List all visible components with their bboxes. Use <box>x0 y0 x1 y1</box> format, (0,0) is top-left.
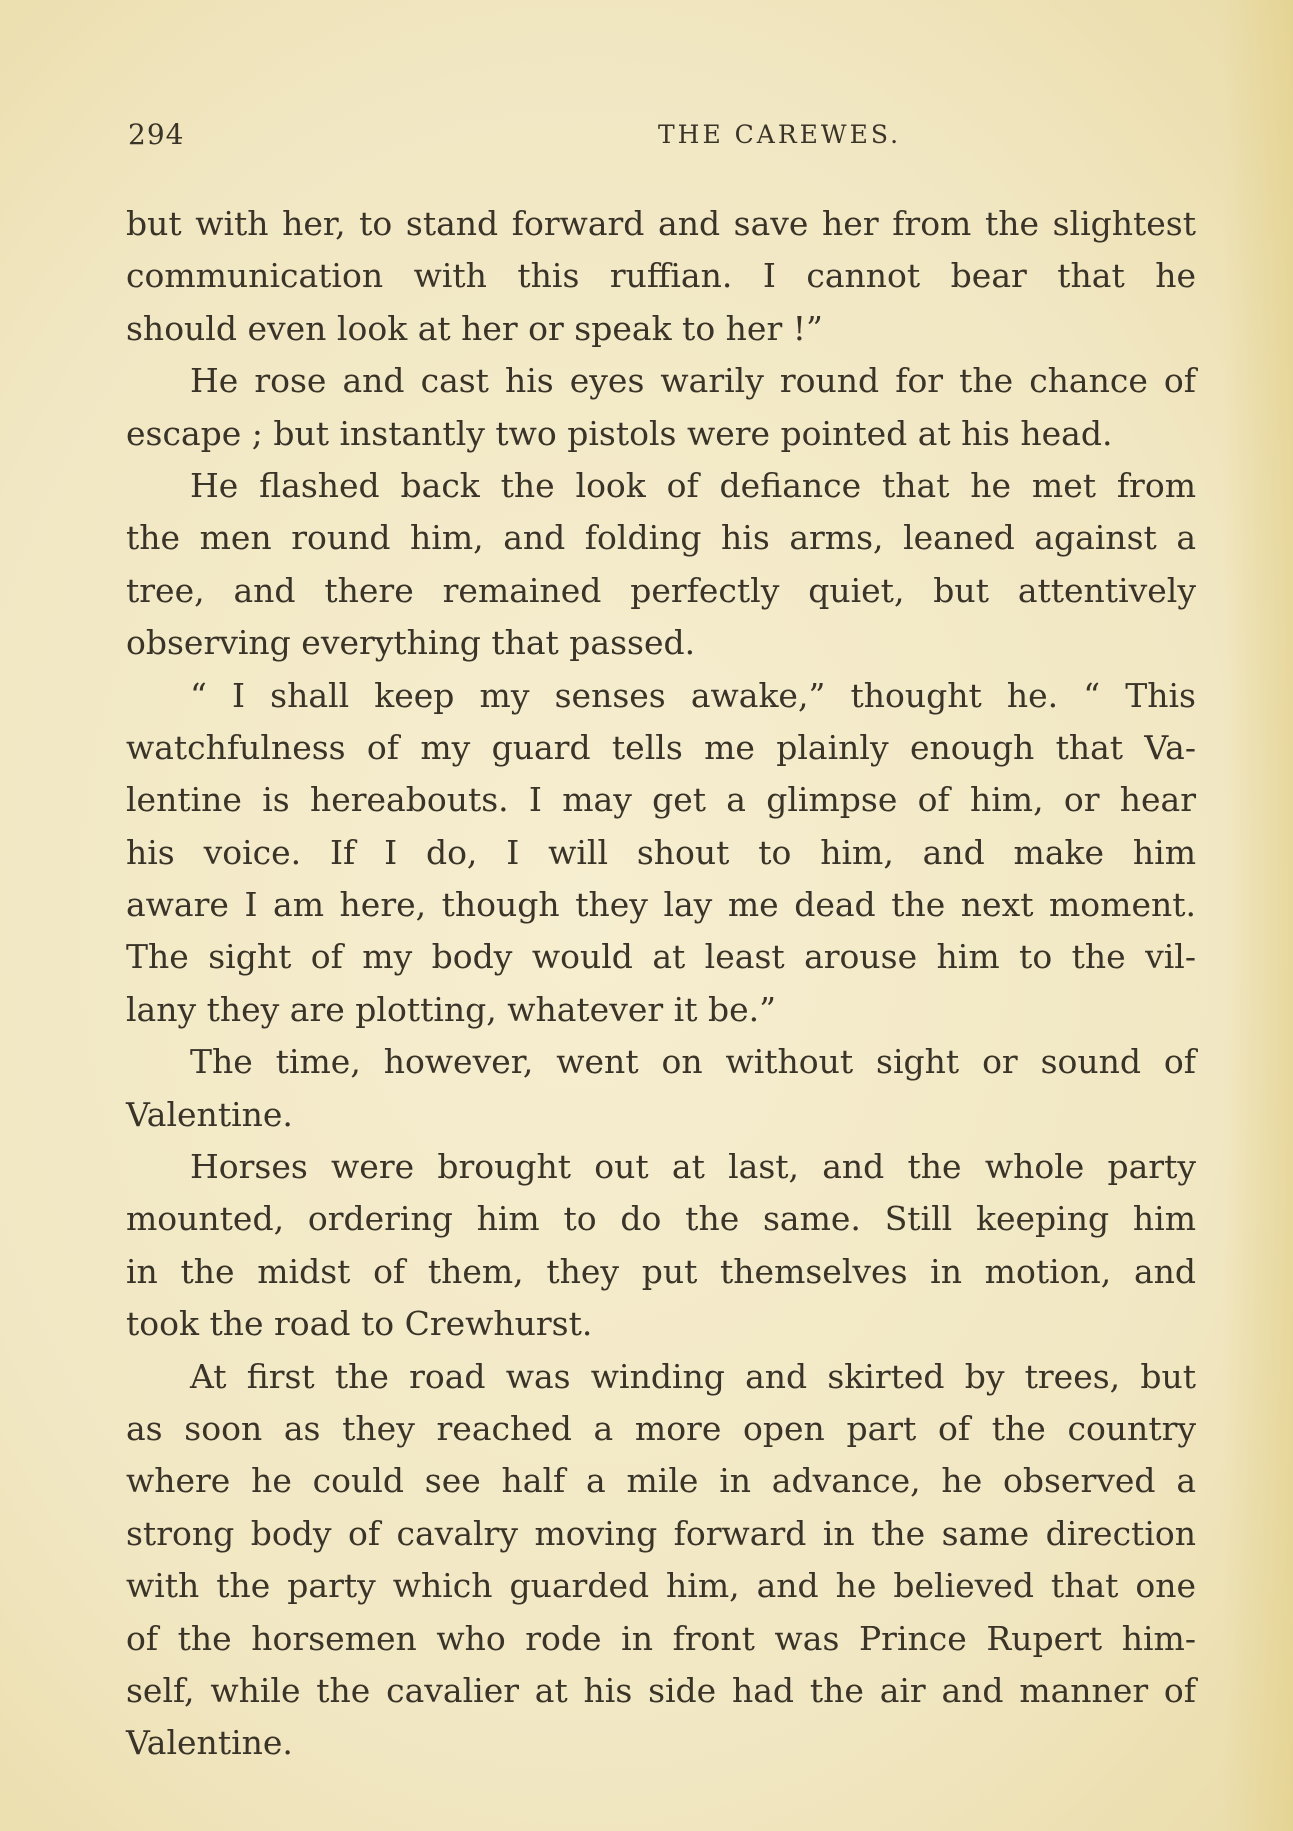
text-line: mounted, ordering him to do the same. Still keeping him <box>126 1199 1196 1239</box>
body-text <box>126 198 1196 1770</box>
text-line: The sight of my body would at least arouse him to the vil- <box>126 937 1196 977</box>
text-line: self, while the cavalier at his side had the air and manner of <box>126 1670 1196 1710</box>
text-line: his voice. If I do, I will shout to him, and make him <box>126 832 1196 872</box>
page-edge-shadow <box>1223 0 1293 1831</box>
text-line: where he could see half a mile in advance, he observed a <box>126 1461 1196 1501</box>
text-line: in the midst of them, they put themselves in motion, and <box>126 1251 1196 1291</box>
paragraph-first-line: He rose and cast his eyes warily round for the chance of <box>190 361 1196 401</box>
text-line: lentine is hereabouts. I may get a glimpse of him, or hear <box>126 780 1196 820</box>
text-line: the men round him, and folding his arms, leaned against a <box>126 518 1196 558</box>
text-line: lany they are plotting, whatever it be.” <box>126 989 776 1029</box>
text-line: as soon as they reached a more open part of the country <box>126 1408 1196 1448</box>
text-line: Valentine. <box>126 1723 293 1763</box>
paragraph-first-line: At first the road was winding and skirted by trees, but <box>190 1356 1196 1396</box>
text-line: aware I am here, though they lay me dead the next moment. <box>126 885 1196 925</box>
text-line: Valentine. <box>126 1094 293 1134</box>
paragraph-first-line: He flashed back the look of defiance that he met from <box>190 465 1196 505</box>
text-line: strong body of cavalry moving forward in the same direction <box>126 1513 1196 1553</box>
text-line: took the road to Crewhurst. <box>126 1304 593 1344</box>
text-line: watchfulness of my guard tells me plainly enough that Va- <box>126 727 1196 767</box>
text-line: should even look at her or speak to her !” <box>126 308 823 348</box>
running-header <box>128 118 1198 158</box>
text-line: of the horsemen who rode in front was Prince Rupert him- <box>126 1618 1196 1658</box>
text-line: communication with this ruffian. I cannot bear that he <box>126 256 1196 296</box>
running-title: THE CAREWES. <box>658 120 902 149</box>
paragraph-first-line: Horses were brought out at last, and the whole party <box>190 1147 1196 1187</box>
text-line: with the party which guarded him, and he believed that one <box>126 1566 1196 1606</box>
text-line: observing everything that passed. <box>126 623 696 663</box>
text-line: tree, and there remained perfectly quiet, but attentively <box>126 570 1196 610</box>
paragraph-first-line: “ I shall keep my senses awake,” thought he. “ This <box>190 675 1196 715</box>
page-number: 294 <box>128 118 185 151</box>
paragraph-first-line: The time, however, went on without sight or sound of <box>190 1042 1196 1082</box>
text-line: but with her, to stand forward and save her from the slightest <box>126 204 1196 243</box>
text-line: escape ; but instantly two pistols were pointed at his head. <box>126 413 1113 453</box>
